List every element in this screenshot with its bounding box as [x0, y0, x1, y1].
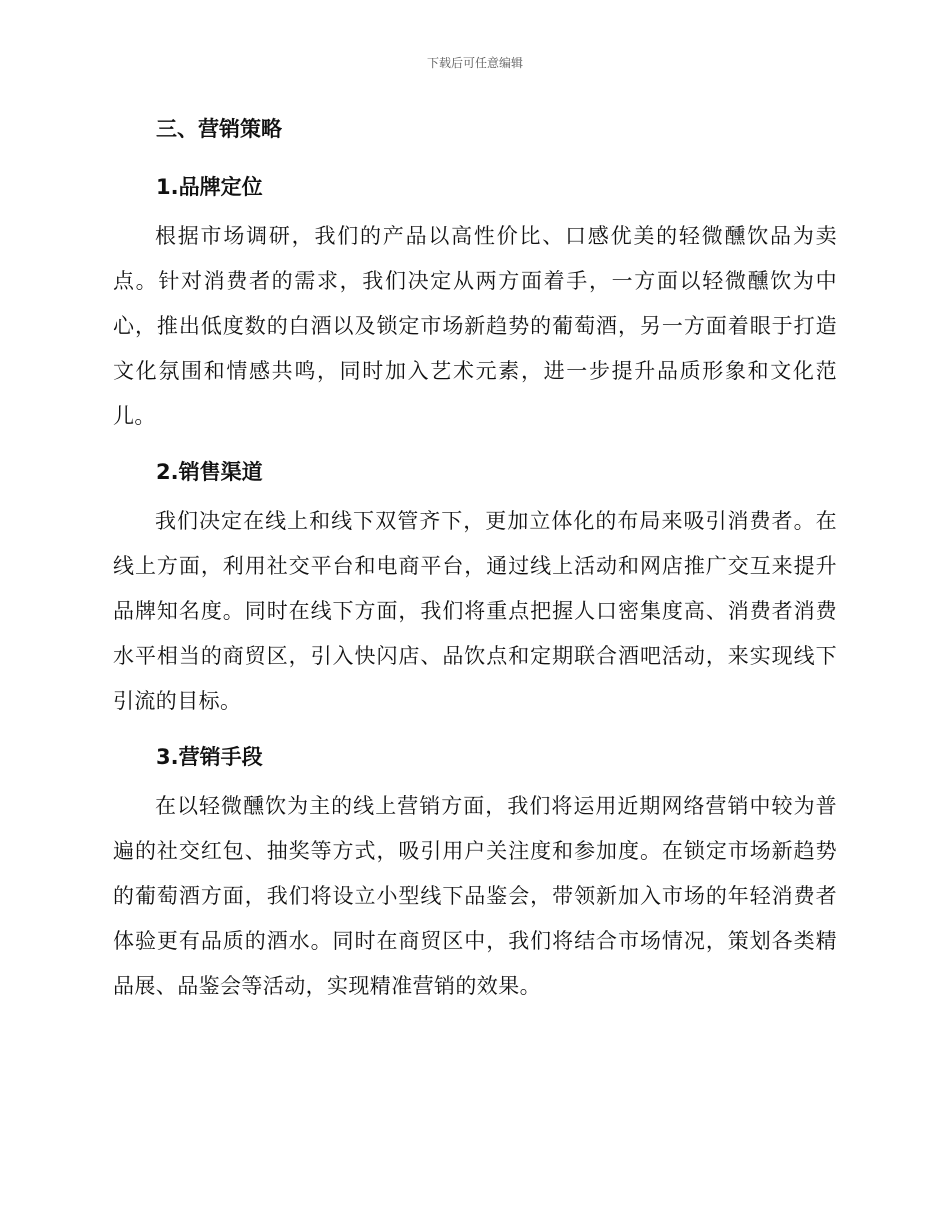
subsection-title-sales-channels: 2.销售渠道 — [156, 460, 263, 484]
section-title: 三、营销策略 — [156, 117, 282, 141]
subsection-body-sales-channels: 我们决定在线上和线下双管齐下，更加立体化的布局来吸引消费者。在线上方面，利用社交平台和电商平台，通过线上活动和网店推广交互来提升品牌知名度。同时在线下方面，我们将重点把握人口密集度高、消费者消费水平相当的商贸区，引入快闪店、品饮点和定期联合酒吧活动，来实现线下引流的目标。 — [113, 509, 837, 713]
subsection-body-brand-positioning: 根据市场调研，我们的产品以高性价比、口感优美的轻微醺饮品为卖点。针对消费者的需求，我们决定从两方面着手，一方面以轻微醺饮为中心，推出低度数的白酒以及锁定市场新趋势的葡萄酒，另一方面着眼于打造文化氛围和情感共鸣，同时加入艺术元素，进一步提升品质形象和文化范儿。 — [113, 224, 837, 428]
subsection-title-brand-positioning: 1.品牌定位 — [156, 175, 263, 199]
subsection-title-marketing-means: 3.营销手段 — [156, 745, 263, 769]
header-note: 下载后可任意编辑 — [426, 56, 523, 70]
subsection-body-marketing-means: 在以轻微醺饮为主的线上营销方面，我们将运用近期网络营销中较为普遍的社交红包、抽奖等方式，吸引用户关注度和参加度。在锁定市场新趋势的葡萄酒方面，我们将设立小型线下品鉴会，带领新加入市场的年轻消费者体验更有品质的酒水。同时在商贸区中，我们将结合市场情况，策划各类精品展、品鉴会等活动，实现精准营销的效果。 — [113, 794, 837, 998]
document-content — [113, 112, 837, 1025]
